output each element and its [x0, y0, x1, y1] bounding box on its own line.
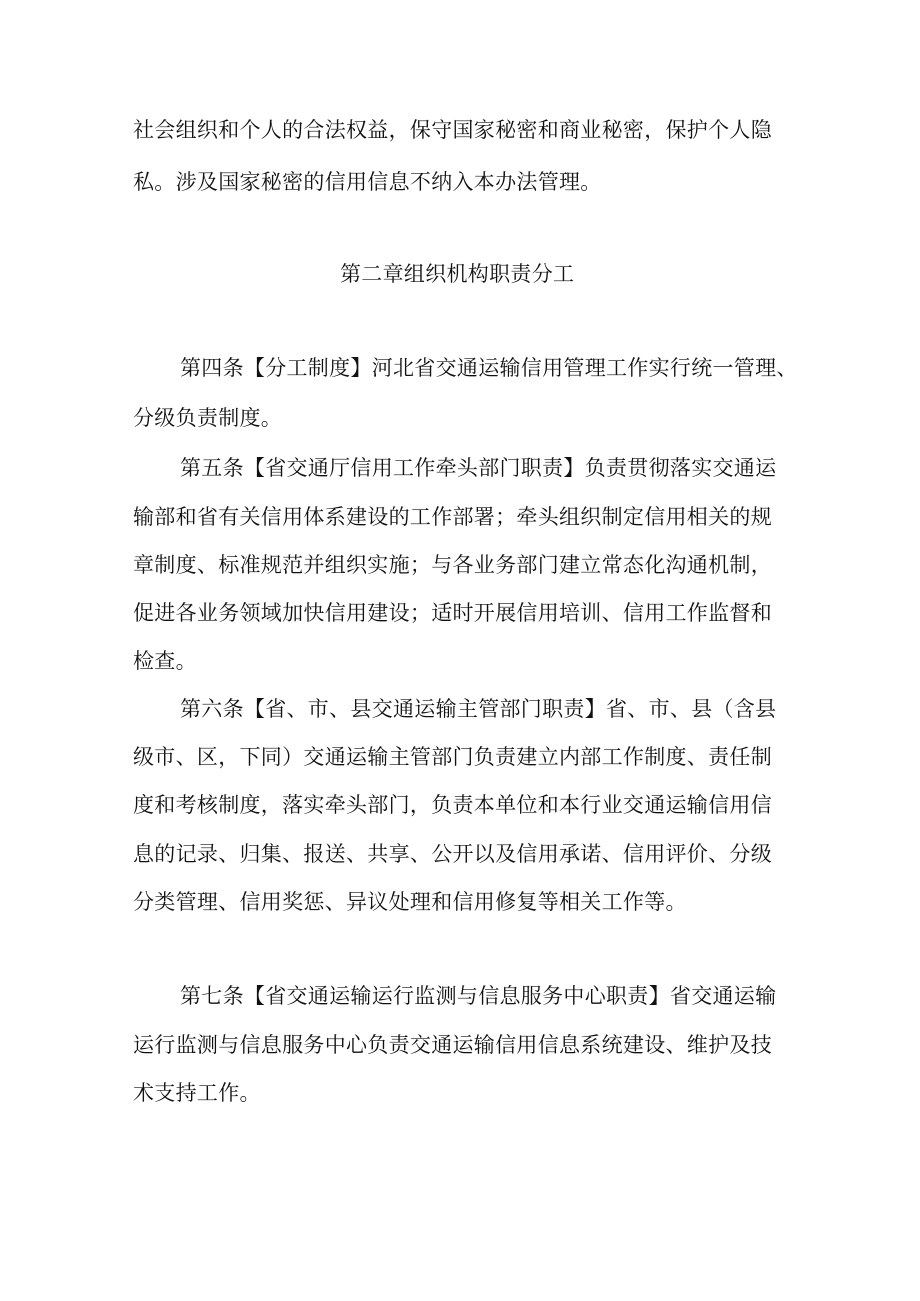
- article-5-line-5: 检查。: [133, 649, 197, 673]
- article-6-line-4: 息的记录、归集、报送、共享、公开以及信用承诺、信用评价、分级: [133, 842, 772, 866]
- article-6-line-1: 第六条【省、市、县交通运输主管部门职责】省、市、县（含县: [180, 697, 777, 721]
- article-7-line-3: 术支持工作。: [133, 1081, 261, 1105]
- article-5-line-4: 促进各业务领域加快信用建设；适时开展信用培训、信用工作监督和: [133, 601, 772, 625]
- article-4-line-2: 分级负责制度。: [133, 406, 283, 430]
- chapter-title: 第二章组织机构职责分工: [340, 262, 575, 286]
- article-6-line-5: 分类管理、信用奖惩、异议处理和信用修复等相关工作等。: [133, 890, 687, 914]
- article-5-line-3: 章制度、标准规范并组织实施；与各业务部门建立常态化沟通机制，: [133, 553, 772, 577]
- article-6-line-3: 度和考核制度，落实牵头部门，负责本单位和本行业交通运输信用信: [133, 793, 772, 817]
- intro-line-2: 私。涉及国家秘密的信用信息不纳入本办法管理。: [133, 170, 602, 194]
- article-7-line-1: 第七条【省交通运输运行监测与信息服务中心职责】省交通运输: [180, 984, 777, 1008]
- article-5-line-2: 输部和省有关信用体系建设的工作部署；牵头组织制定信用相关的规: [133, 505, 772, 529]
- article-7-line-2: 运行监测与信息服务中心负责交通运输信用信息系统建设、维护及技: [133, 1033, 772, 1057]
- article-5-line-1: 第五条【省交通厅信用工作牵头部门职责】负责贯彻落实交通运: [180, 456, 777, 480]
- article-4-line-1: 第四条【分工制度】河北省交通运输信用管理工作实行统一管理、: [180, 356, 798, 380]
- intro-line-1: 社会组织和个人的合法权益，保守国家秘密和商业秘密，保护个人隐: [133, 118, 772, 142]
- article-6-line-2: 级市、区，下同）交通运输主管部门负责建立内部工作制度、责任制: [133, 745, 772, 769]
